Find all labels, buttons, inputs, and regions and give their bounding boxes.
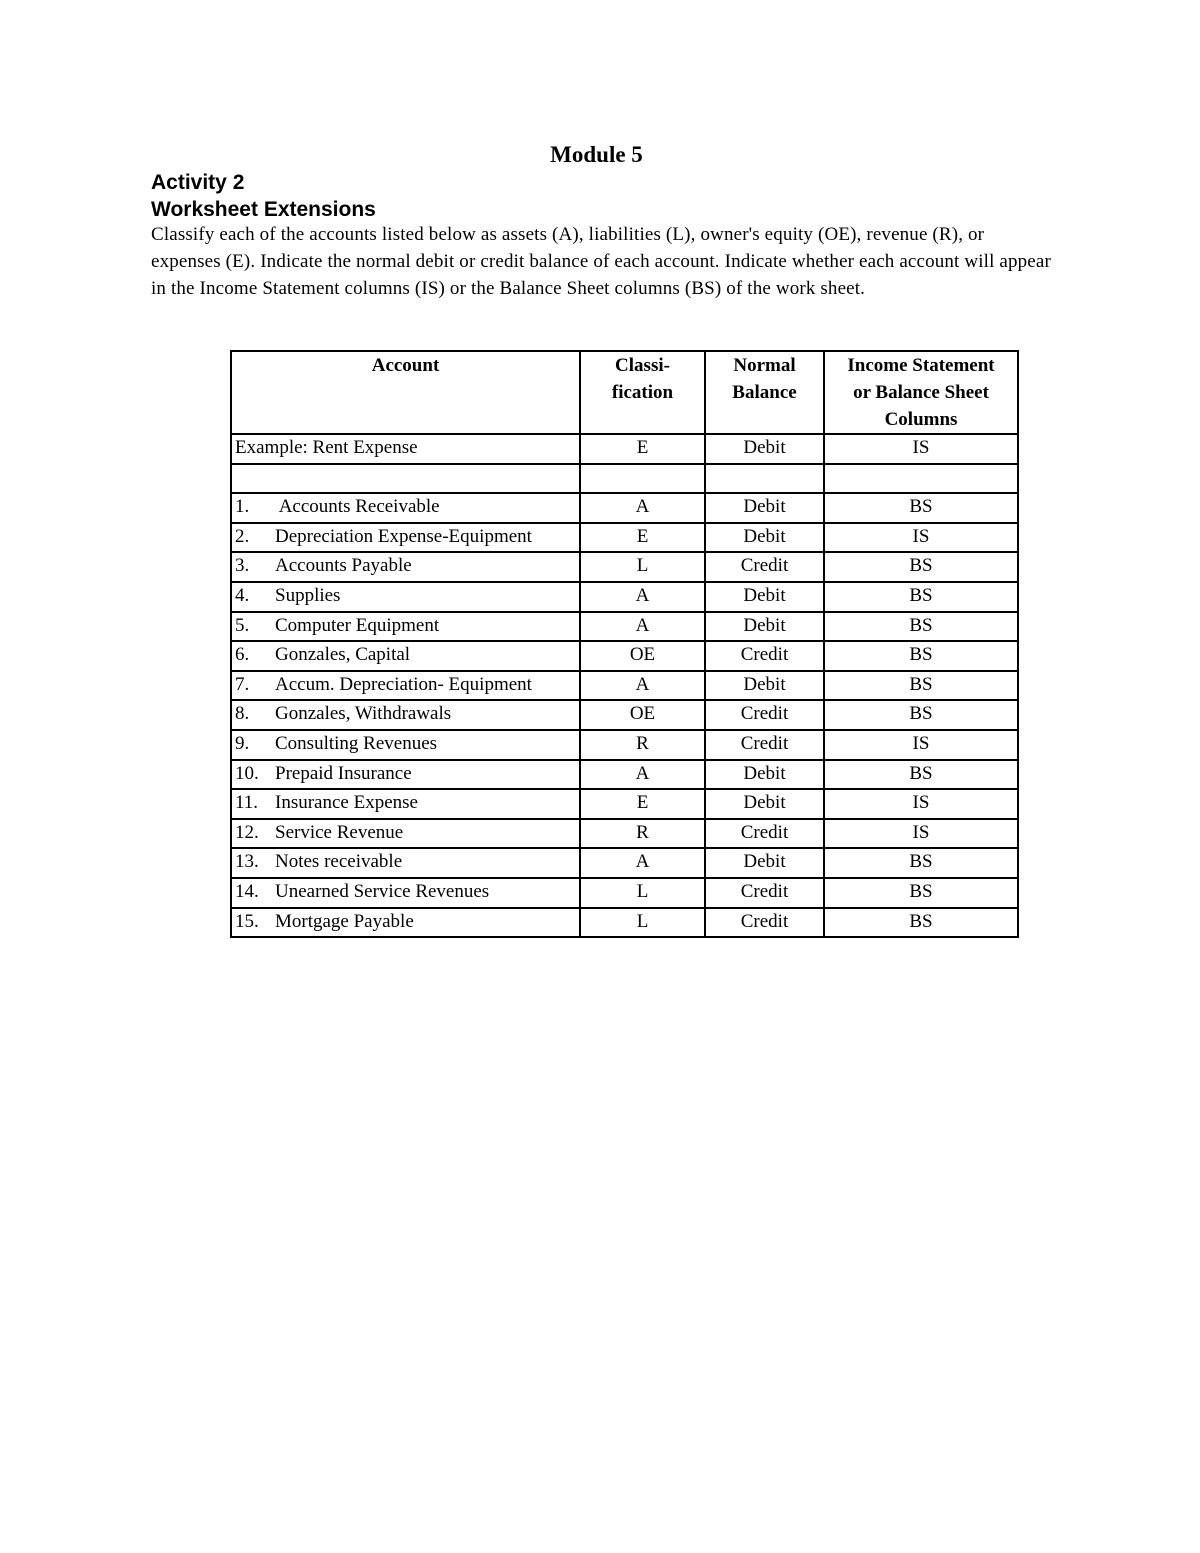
statement-columns-cell: BS [824, 760, 1018, 790]
account-name: Service Revenue [275, 821, 404, 843]
table-header-row [231, 351, 1018, 434]
account-name: Computer Equipment [275, 614, 440, 636]
table-row [231, 789, 1018, 819]
account-name: Insurance Expense [275, 792, 418, 814]
table-row [231, 523, 1018, 553]
example-account: Example: Rent Expense [231, 434, 580, 464]
account-cell [231, 552, 580, 582]
normal-balance-cell: Debit [705, 612, 824, 642]
blank-cell [231, 464, 580, 494]
statement-columns-cell: BS [824, 700, 1018, 730]
statement-columns-cell: BS [824, 671, 1018, 701]
account-cell [231, 760, 580, 790]
header-account: Account [231, 351, 580, 434]
normal-balance-cell: Credit [705, 878, 824, 908]
row-number: 10. [235, 762, 259, 784]
classification-cell: A [580, 848, 705, 878]
statement-columns-cell: BS [824, 612, 1018, 642]
row-number: 12. [235, 821, 259, 843]
normal-balance-cell: Debit [705, 493, 824, 523]
activity-heading: Activity 2 [151, 171, 245, 194]
normal-balance-cell: Debit [705, 789, 824, 819]
table-row [231, 671, 1018, 701]
account-cell [231, 730, 580, 760]
statement-columns-cell: BS [824, 641, 1018, 671]
worksheet-heading: Worksheet Extensions [151, 198, 376, 221]
header-statement-columns: Income Statement or Balance Sheet Columns [824, 351, 1018, 434]
row-number: 3. [235, 555, 250, 577]
classification-cell: R [580, 819, 705, 849]
account-name: Notes receivable [275, 851, 403, 873]
row-number: 11. [235, 792, 259, 814]
statement-columns-cell: BS [824, 582, 1018, 612]
classification-cell: E [580, 523, 705, 553]
statement-columns-cell: BS [824, 878, 1018, 908]
statement-columns-cell: BS [824, 848, 1018, 878]
blank-cell [824, 464, 1018, 494]
header-classification: Classi- fication [580, 351, 705, 434]
table-row [231, 552, 1018, 582]
instructions [151, 223, 1051, 302]
instructions-line-2: expenses (E). Indicate the normal debit or credit balance of each account. Indicate whether each account will appear in the Income Statement columns (IS) or the Balance Sheet columns (BS) of the work sheet. [151, 251, 1051, 299]
normal-balance-cell: Credit [705, 730, 824, 760]
row-number: 7. [235, 673, 250, 695]
blank-row [231, 464, 1018, 494]
row-number: 9. [235, 732, 250, 754]
account-name: Supplies [275, 584, 341, 606]
classification-cell: A [580, 760, 705, 790]
blank-cell [705, 464, 824, 494]
classification-cell: A [580, 671, 705, 701]
blank-cell [580, 464, 705, 494]
account-cell [231, 700, 580, 730]
row-number: 4. [235, 584, 250, 606]
instructions-line-1: Classify each of the accounts listed below as assets (A), liabilities (L), owner's equity (OE), revenue (R), or [151, 224, 985, 245]
normal-balance-cell: Credit [705, 819, 824, 849]
table-row [231, 493, 1018, 523]
classification-cell: OE [580, 700, 705, 730]
row-number: 14. [235, 880, 259, 902]
classification-cell: E [580, 789, 705, 819]
account-cell [231, 908, 580, 938]
account-cell [231, 848, 580, 878]
statement-columns-cell: BS [824, 552, 1018, 582]
table-row [231, 612, 1018, 642]
account-cell [231, 523, 580, 553]
classification-cell: A [580, 493, 705, 523]
normal-balance-cell: Credit [705, 641, 824, 671]
normal-balance-cell: Debit [705, 760, 824, 790]
statement-columns-cell: IS [824, 730, 1018, 760]
example-normal-balance: Debit [705, 434, 824, 464]
account-cell [231, 641, 580, 671]
account-name: Accounts Payable [275, 555, 412, 577]
normal-balance-cell: Credit [705, 552, 824, 582]
row-number: 13. [235, 851, 259, 873]
row-number: 6. [235, 644, 250, 666]
account-name: Prepaid Insurance [275, 762, 412, 784]
normal-balance-cell: Credit [705, 700, 824, 730]
classification-cell: L [580, 552, 705, 582]
account-cell [231, 612, 580, 642]
classification-cell: L [580, 878, 705, 908]
account-cell [231, 789, 580, 819]
row-number: 8. [235, 703, 250, 725]
account-name: Gonzales, Capital [275, 644, 411, 666]
account-name: Unearned Service Revenues [275, 880, 490, 902]
classification-cell: A [580, 582, 705, 612]
statement-columns-cell: BS [824, 493, 1018, 523]
statement-columns-cell: IS [824, 789, 1018, 819]
table-row [231, 730, 1018, 760]
account-name: Accum. Depreciation- Equipment [275, 673, 532, 695]
normal-balance-cell: Debit [705, 582, 824, 612]
table-row [231, 848, 1018, 878]
statement-columns-cell: BS [824, 908, 1018, 938]
statement-columns-cell: IS [824, 819, 1018, 849]
row-number: 1. [235, 496, 250, 518]
account-name: Mortgage Payable [275, 910, 414, 932]
account-name: Accounts Receivable [275, 496, 440, 518]
row-number: 15. [235, 910, 259, 932]
statement-columns-cell: IS [824, 523, 1018, 553]
row-number: 2. [235, 525, 250, 547]
account-cell [231, 819, 580, 849]
accounts-table [230, 350, 1019, 938]
classification-cell: A [580, 612, 705, 642]
table-row [231, 641, 1018, 671]
account-name: Gonzales, Withdrawals [275, 703, 452, 725]
account-name: Depreciation Expense-Equipment [275, 525, 532, 547]
page-title: Module 5 [550, 142, 643, 167]
table-row [231, 908, 1018, 938]
account-cell [231, 582, 580, 612]
table-row [231, 878, 1018, 908]
example-classification: E [580, 434, 705, 464]
classification-cell: OE [580, 641, 705, 671]
normal-balance-cell: Debit [705, 671, 824, 701]
header-normal-balance: Normal Balance [705, 351, 824, 434]
account-cell [231, 493, 580, 523]
table-row [231, 582, 1018, 612]
example-columns: IS [824, 434, 1018, 464]
account-cell [231, 878, 580, 908]
normal-balance-cell: Debit [705, 523, 824, 553]
example-row [231, 434, 1018, 464]
table-row [231, 700, 1018, 730]
account-cell [231, 671, 580, 701]
normal-balance-cell: Debit [705, 848, 824, 878]
row-number: 5. [235, 614, 250, 636]
classification-cell: R [580, 730, 705, 760]
normal-balance-cell: Credit [705, 908, 824, 938]
account-name: Consulting Revenues [275, 732, 438, 754]
table-row [231, 819, 1018, 849]
classification-cell: L [580, 908, 705, 938]
table-row [231, 760, 1018, 790]
